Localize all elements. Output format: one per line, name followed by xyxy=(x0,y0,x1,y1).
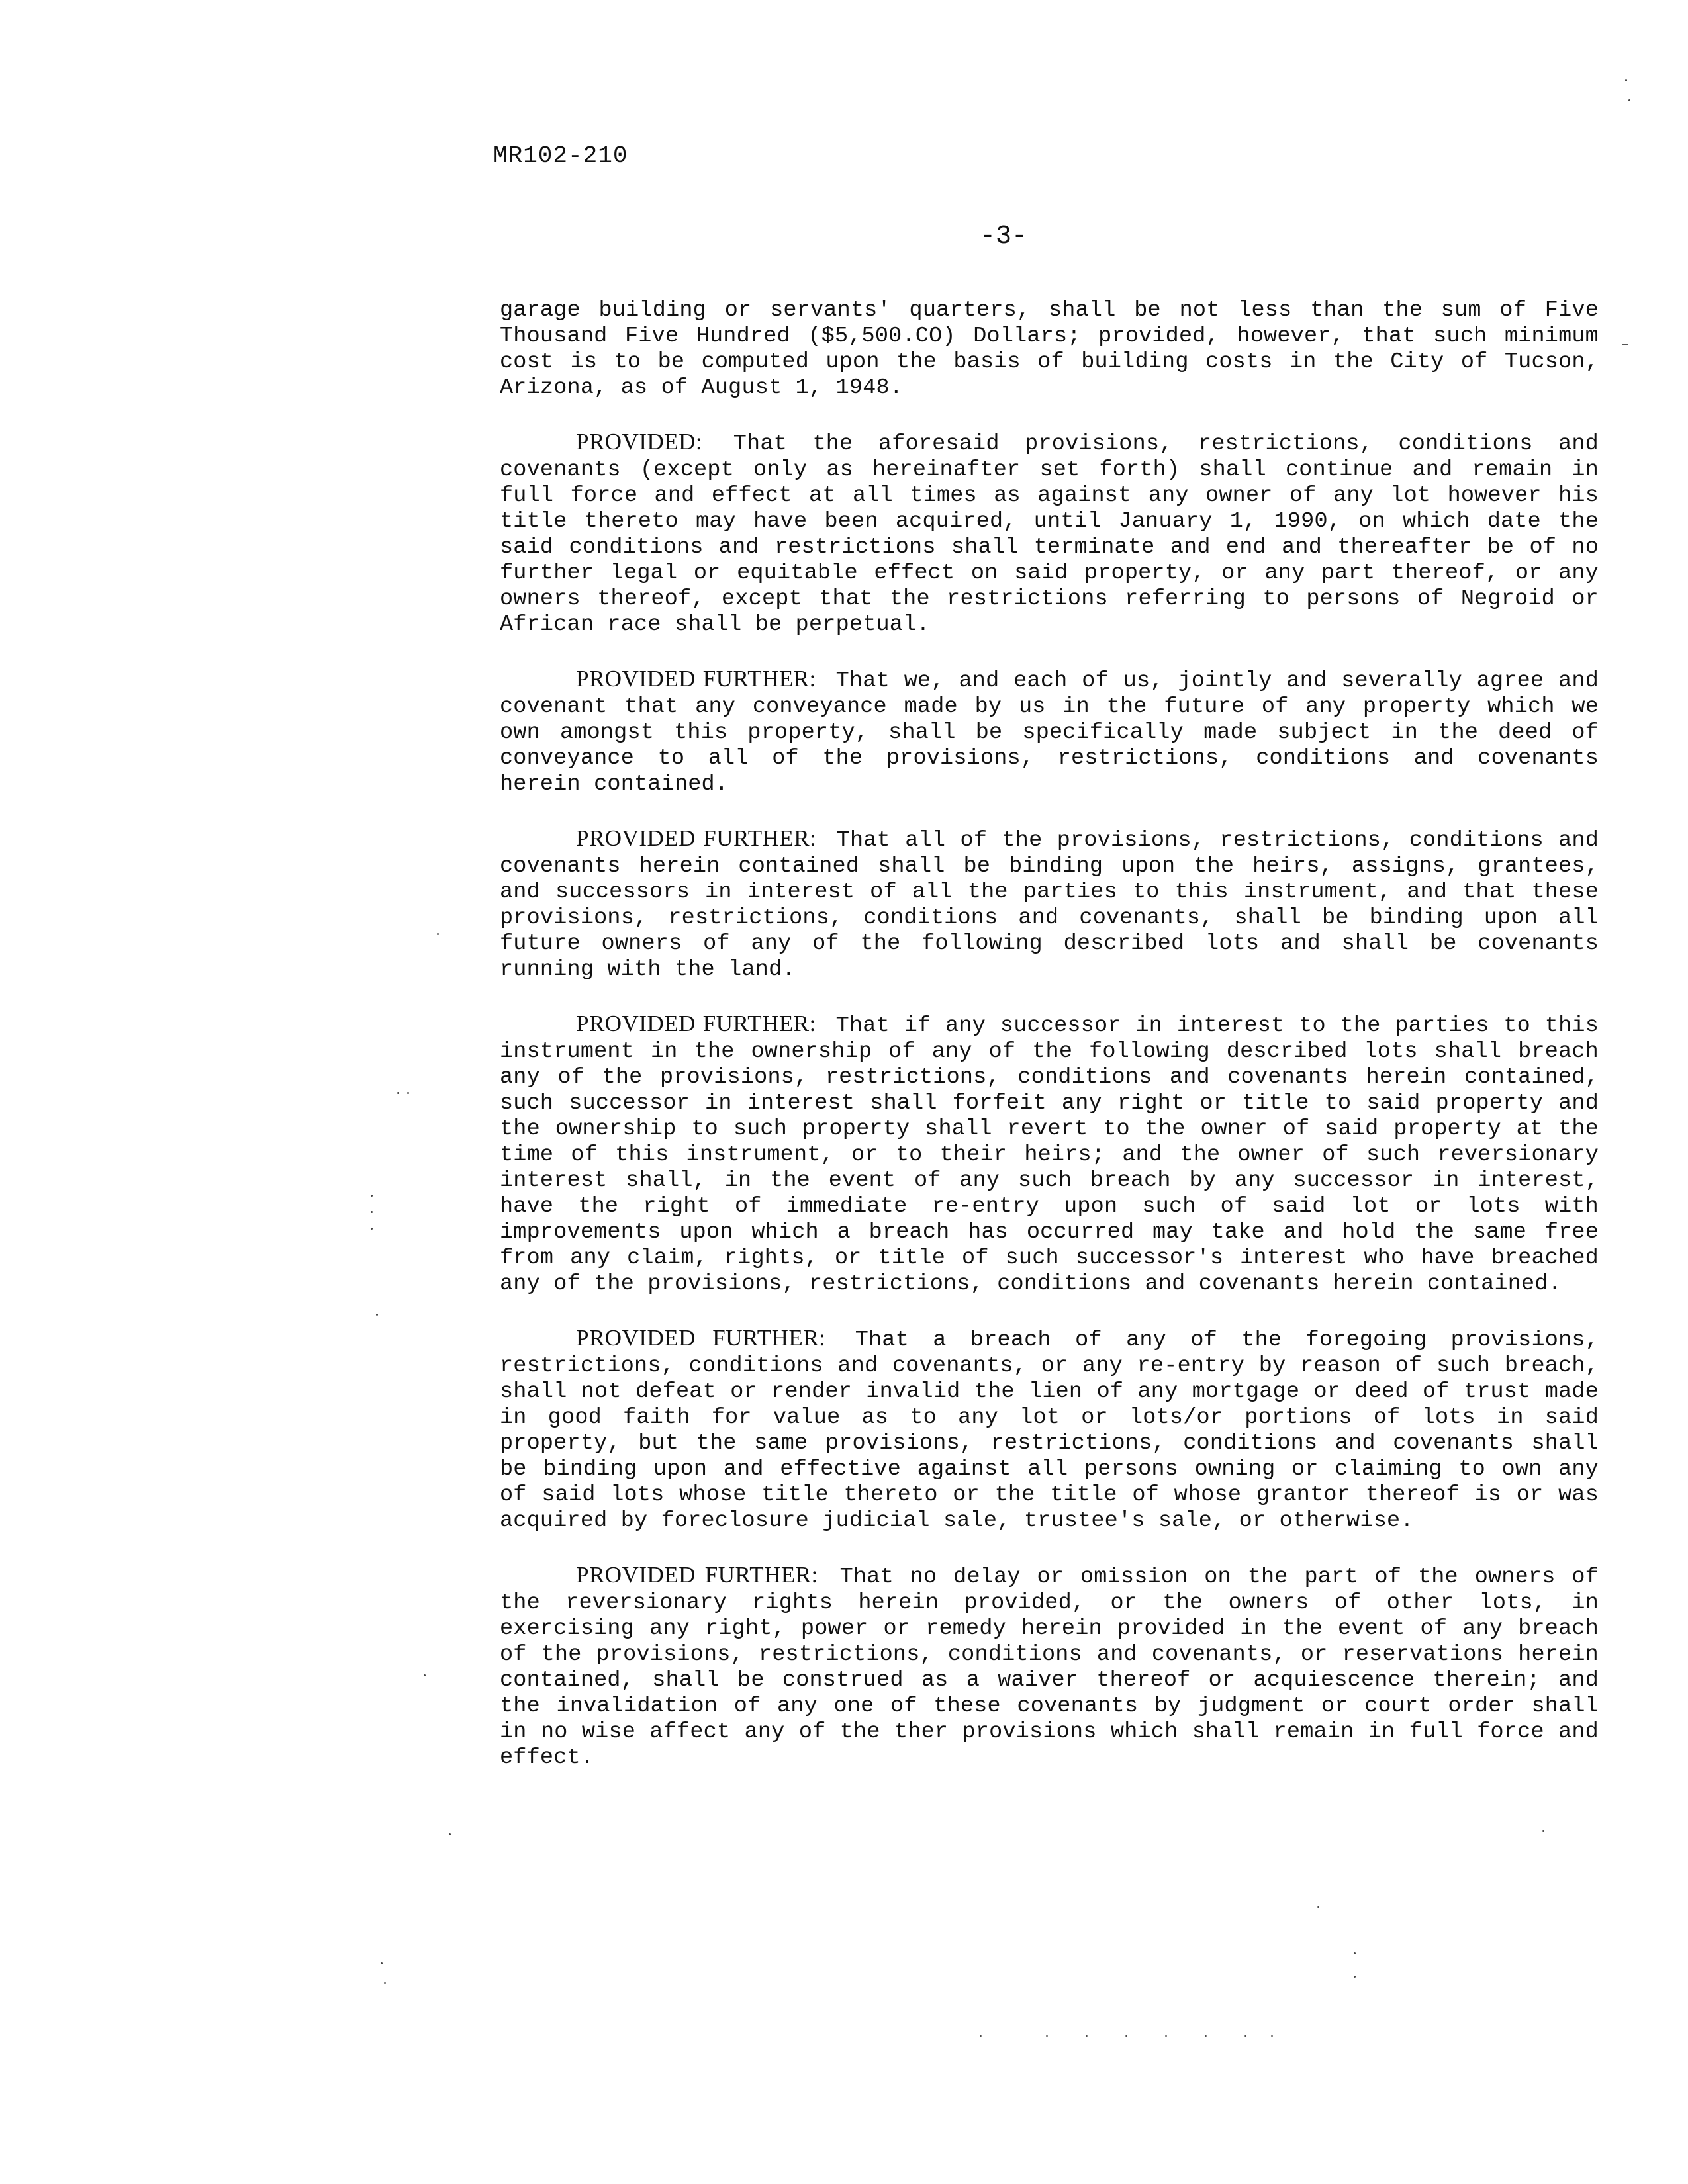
scan-speck xyxy=(407,1092,409,1094)
paragraph-provided-further-1 xyxy=(500,666,1599,797)
scan-speck xyxy=(1086,2035,1088,2037)
document-id: MR102-210 xyxy=(493,142,628,169)
scan-speck xyxy=(1317,1906,1319,1908)
scan-speck xyxy=(1542,1830,1544,1832)
paragraph-lead: PROVIDED FURTHER: xyxy=(576,666,816,692)
paragraph-text: That all of the provisions, restrictions, conditions and covenants herein contained shall be binding upon the heirs, assigns, grantees, and successors in interest of all the parties to this instrument, and that these provisions, restrictions, conditions and covenants, shall be binding upon all future owners of any of the following described lots and shall be covenants running with the land. xyxy=(500,828,1599,982)
scan-speck xyxy=(371,1228,373,1230)
paragraph-lead: PROVIDED FURTHER: xyxy=(576,1325,826,1351)
scan-speck xyxy=(1165,2035,1167,2037)
paragraph-text: garage building or servants' quarters, shall be not less than the sum of Five Thousand Five Hundred ($5,500.CO) Dollars; provided, however, that such minimum cost is to be computed upon the basis of building costs in the City of Tucson, Arizona, as of August 1, 1948. xyxy=(500,298,1599,400)
scan-speck xyxy=(1046,2035,1048,2037)
paragraph-lead: PROVIDED: xyxy=(576,429,703,455)
paragraph-text: That no delay or omission on the part of the owners of the reversionary rights herein provided, or the owners of other lots, in exercising any right, power or remedy herein provided in the event of any breach of the provisions, restrictions, conditions and covenants, or reservations herein contained, shall be construed as a waiver thereof or acquiescence therein; and the invalidation of any one of these covenants by judgment or court order shall in no wise affect any of the ther provisions which shall remain in full force and effect. xyxy=(500,1565,1599,1770)
scan-speck xyxy=(1125,2035,1127,2037)
scan-speck xyxy=(371,1211,373,1213)
paragraph-lead: PROVIDED FURTHER: xyxy=(576,1562,818,1588)
paragraph-text: That a breach of any of the foregoing provisions, restrictions, conditions and covenants, or any re-entry by reason of such breach, shall not defeat or render invalid the lien of any mortgage or deed of trust made in good faith for value as to any lot or lots/or portions of lots in said property, but the same provisions, restrictions, conditions and covenants shall be binding upon and effective against all persons owning or claiming to own any of said lots whose title thereto or the title of whose grantor thereof is or was acquired by foreclosure judicial sale, trustee's sale, or otherwise. xyxy=(500,1328,1599,1533)
scan-speck xyxy=(1354,1976,1356,1978)
scan-speck xyxy=(1628,99,1630,101)
paragraph-provided xyxy=(500,429,1599,638)
scan-speck xyxy=(1354,1952,1356,1954)
paragraph-lead: PROVIDED FURTHER: xyxy=(576,825,817,851)
scan-speck xyxy=(397,1092,399,1094)
scan-speck xyxy=(1205,2035,1207,2037)
scan-speck xyxy=(424,1674,426,1676)
paragraph-provided-further-2 xyxy=(500,825,1599,983)
paragraph-text: That we, and each of us, jointly and severally agree and covenant that any conveyance made by us in the future of any property which we own amongst this property, shall be specifically made subject in the deed of conveyance to all of the provisions, restrictions, conditions and covenants herein contained. xyxy=(500,668,1599,797)
scan-mark xyxy=(1622,344,1628,345)
scan-speck xyxy=(980,2035,982,2037)
scan-speck xyxy=(371,1195,373,1197)
document-body xyxy=(500,298,1599,1799)
scan-speck xyxy=(1625,79,1627,81)
scan-speck xyxy=(437,933,439,935)
paragraph-text: That if any successor in interest to the parties to this instrument in the ownership of any of the following described lots shall breach any of the provisions, restrictions, conditions and covenants herein contained, such successor in interest shall forfeit any right or title to said property and the ownership to such property shall revert to the owner of said property at the time of this instrument, or to their heirs; and the owner of such reversionary interest shall, in the event of any such breach by any successor in interest, have the right of immediate re-entry upon such of said lot or lots with improvements upon which a breach has occurred may take and hold the same free from any claim, rights, or title of such successor's interest who have breached any of the provisions, restrictions, conditions and covenants herein contained. xyxy=(500,1013,1599,1297)
scan-speck xyxy=(381,1962,383,1964)
paragraph-provided-further-5 xyxy=(500,1562,1599,1771)
scan-speck xyxy=(1271,2035,1273,2037)
paragraph-continuation xyxy=(500,298,1599,401)
paragraph-lead: PROVIDED FURTHER: xyxy=(576,1011,816,1036)
scan-speck xyxy=(376,1314,378,1316)
paragraph-text: That the aforesaid provisions, restrictions, conditions and covenants (except only as hereinafter set forth) shall continue and remain in full force and effect at all times as against any owner of any lot however his title thereto may have been acquired, until January 1, 1990, on which date the said conditions and restrictions shall terminate and end and thereafter be of no further legal or equitable effect on said property, or any part thereof, or any owners thereof, except that the restrictions referring to persons of Negroid or African race shall be perpetual. xyxy=(500,432,1599,637)
page-number: -3- xyxy=(980,222,1028,251)
scan-speck xyxy=(1244,2035,1246,2037)
scan-speck xyxy=(384,1982,386,1984)
paragraph-provided-further-3 xyxy=(500,1011,1599,1297)
scan-speck xyxy=(449,1833,451,1835)
paragraph-provided-further-4 xyxy=(500,1325,1599,1534)
